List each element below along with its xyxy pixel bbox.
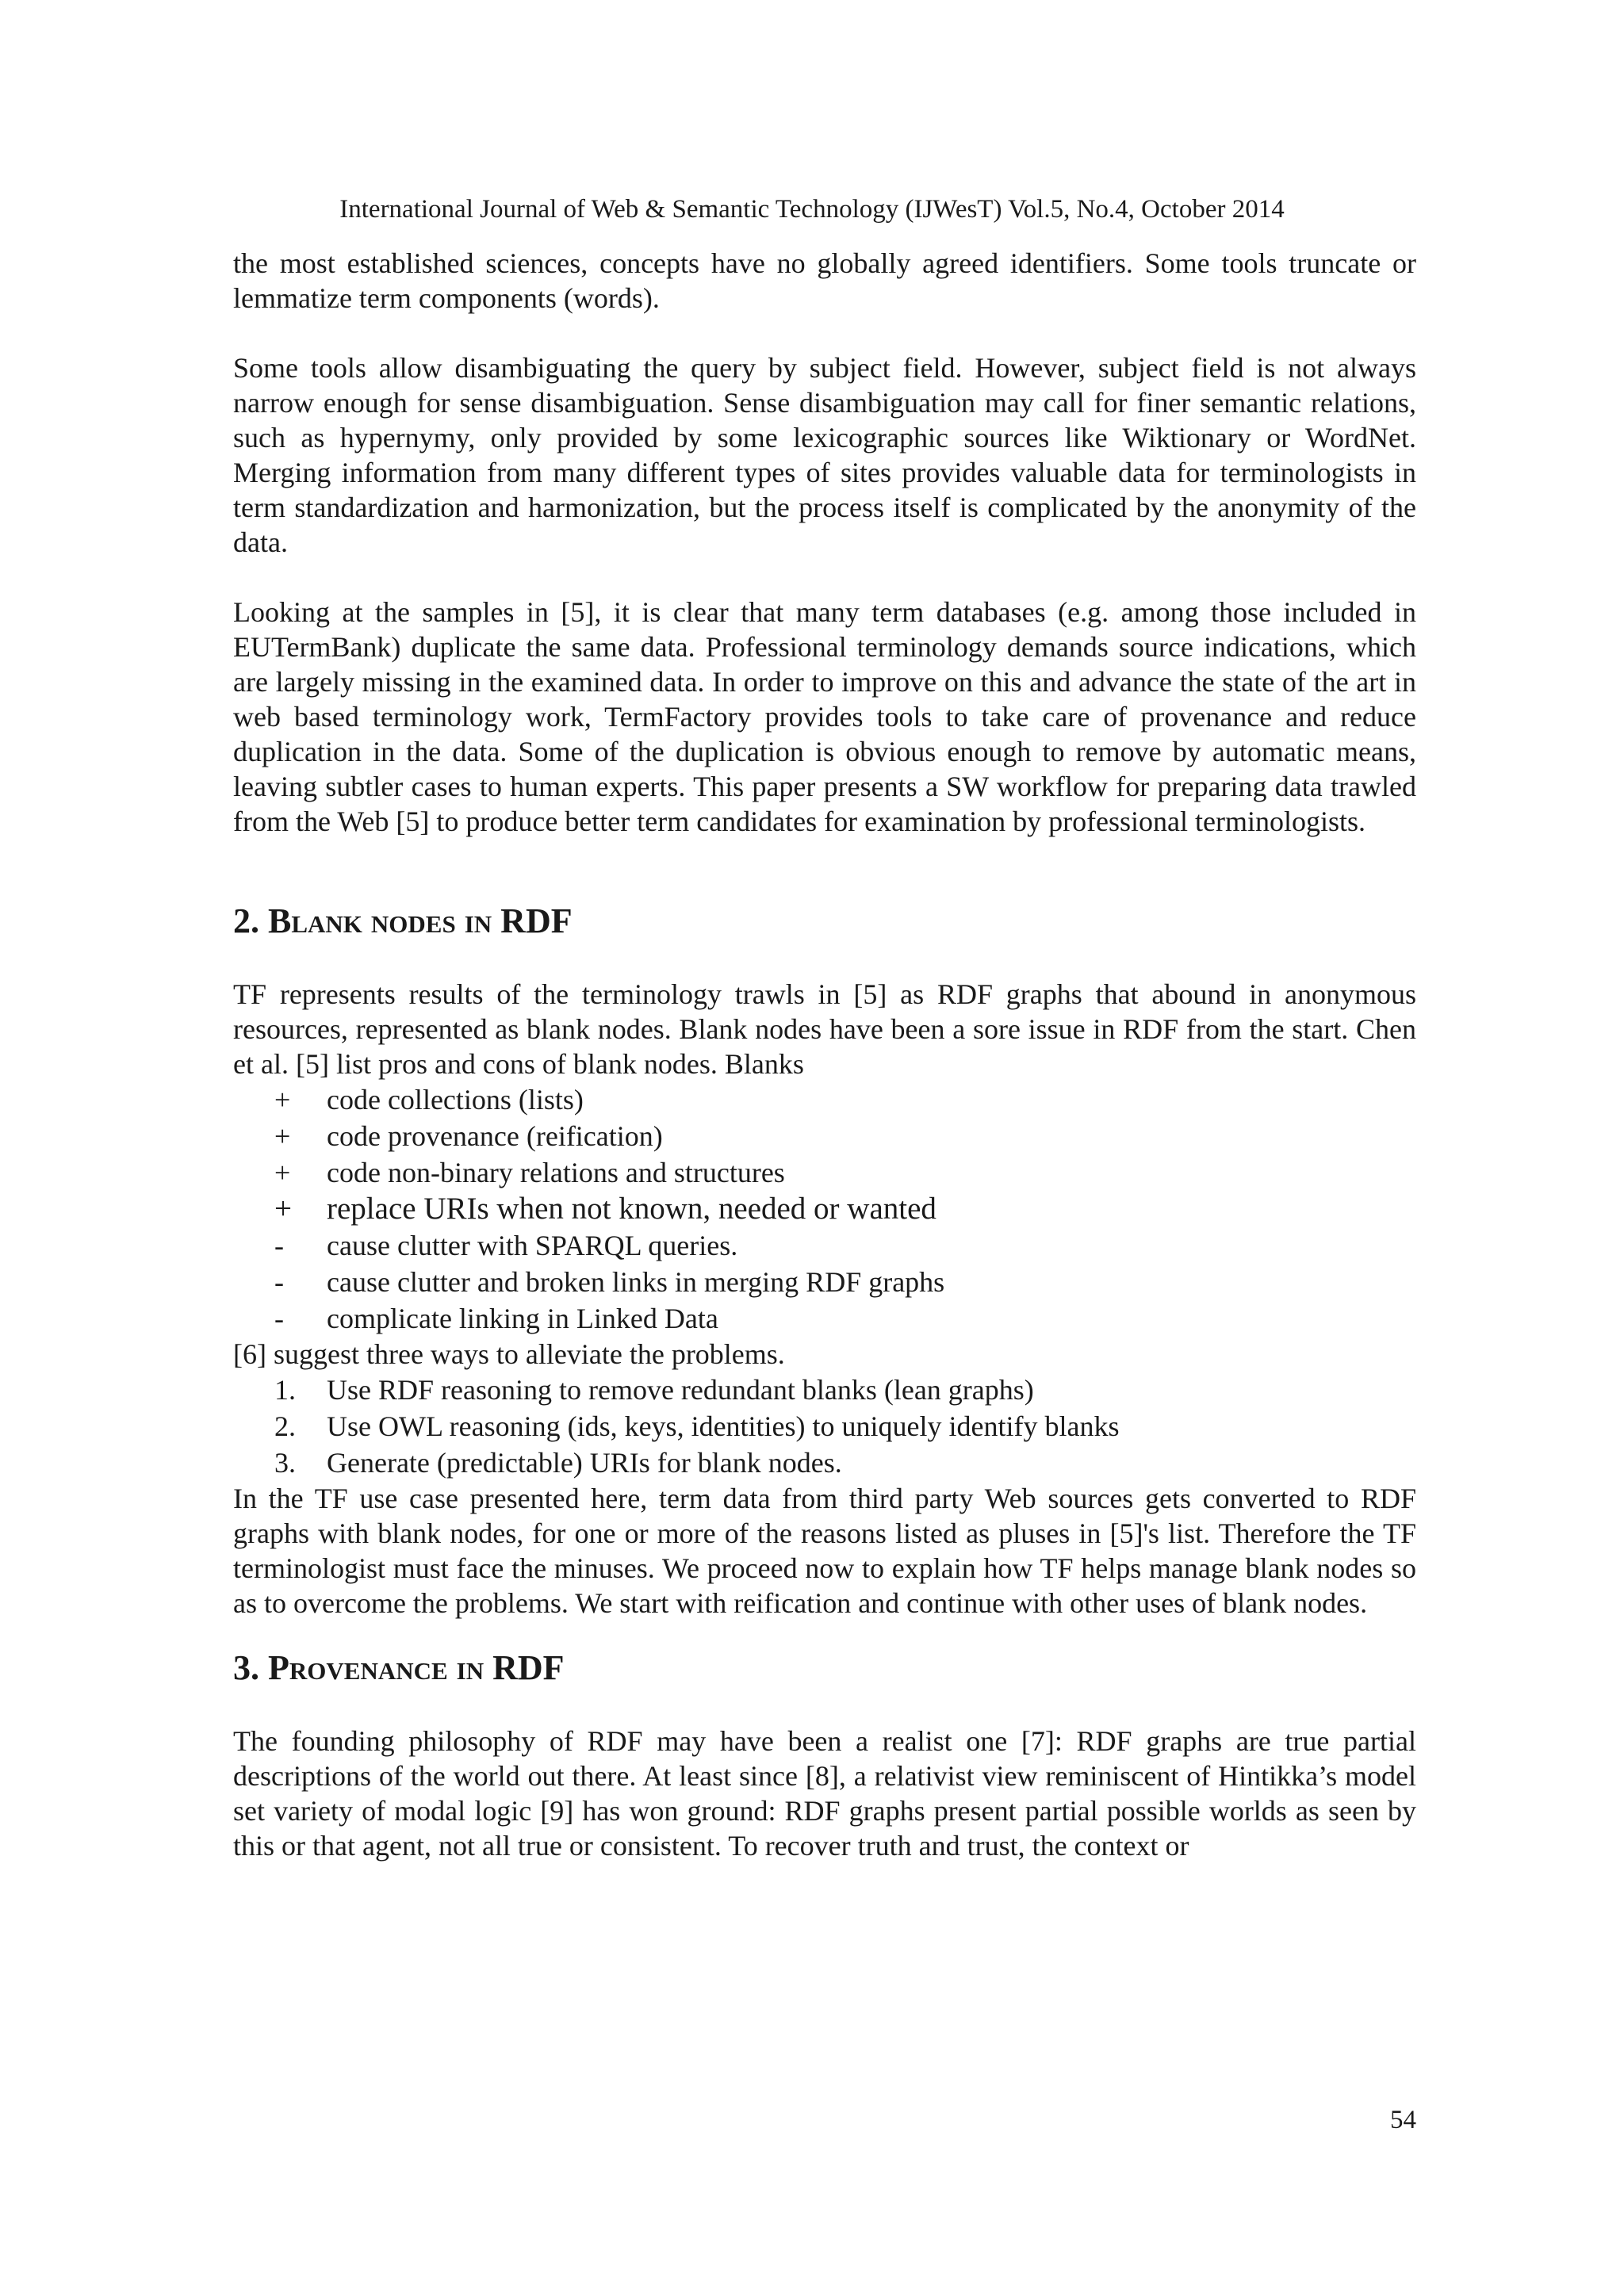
list-item-text: Generate (predictable) URIs for blank nodes. xyxy=(327,1447,842,1479)
pros-cons-list xyxy=(233,1081,1416,1337)
paragraph-samples: Looking at the samples in [5], it is clear that many term databases (e.g. among those included in EUTermBank) duplicate the same data. Professional terminology demands source indications, which are largely missing in the examined data. In order to improve on this and advance the state of the art in web based terminology work, TermFactory provides tools to take care of provenance and reduce duplication in the data. Some of the duplication is obvious enough to remove by automatic means, leaving subtler cases to human experts. This paper presents a SW workflow for preparing data trawled from the Web [5] to produce better term candidates for examination by professional terminologists. xyxy=(233,596,1416,837)
paragraph-blank-nodes-intro: TF represents results of the terminology trawls in [5] as RDF graphs that abound in anonymous resources, represented as blank nodes. Blank nodes have been a sore issue in RDF from the start. Chen et al. [5] list pros and cons of blank nodes. Blanks xyxy=(233,978,1416,1080)
paragraph-disambiguation: Some tools allow disambiguating the query by subject field. However, subject field is not always narrow enough for sense disambiguation. Sense disambiguation may call for finer semantic relations, such as hypernymy, only provided by some lexicographic sources like Wiktionary or WordNet. Merging information from many different types of sites provides valuable data for terminologists in term standardization and harmonization, but the process itself is complicated by the anonymity of the data. xyxy=(233,352,1416,558)
list-item-text: cause clutter with SPARQL queries. xyxy=(327,1230,738,1261)
paragraph-intro: the most established sciences, concepts have no globally agreed identifiers. Some tools truncate or lemmatize term components (words). xyxy=(233,247,1416,314)
list-item-text: Use RDF reasoning to remove redundant blanks (lean graphs) xyxy=(327,1374,1034,1406)
section-title: Provenance in RDF xyxy=(268,1648,565,1687)
list-item-text: code collections (lists) xyxy=(327,1084,584,1115)
list-item-text: replace URIs when not known, needed or wanted xyxy=(327,1192,936,1226)
list-item-text: Use OWL reasoning (ids, keys, identities) to uniquely identify blanks xyxy=(327,1410,1120,1442)
list-number: 1. xyxy=(274,1374,296,1406)
section-heading-provenance xyxy=(233,1621,1416,1724)
list-item xyxy=(274,1118,1416,1154)
list-marker: + xyxy=(274,1192,292,1226)
list-item-text: cause clutter and broken links in merging RDF graphs xyxy=(327,1266,945,1298)
list-marker: - xyxy=(274,1266,284,1298)
list-item-text: complicate linking in Linked Data xyxy=(327,1303,718,1334)
list-item xyxy=(274,1081,1416,1118)
list-marker: + xyxy=(274,1120,291,1152)
list-item xyxy=(274,1372,1416,1408)
list-number: 2. xyxy=(274,1410,296,1442)
list-item xyxy=(274,1300,1416,1337)
paragraph-use-case: In the TF use case presented here, term data from third party Web sources gets converted to RDF graphs with blank nodes, for one or more of the reasons listed as pluses in [5]'s list. Therefore the TF terminologist must face the minuses. We proceed now to explain how TF helps manage blank nodes so as to overcome the problems. We start with reification and continue with other uses of blank nodes. xyxy=(233,1483,1416,1619)
list-item xyxy=(274,1445,1416,1481)
list-marker: + xyxy=(274,1084,291,1115)
list-item xyxy=(274,1227,1416,1264)
list-item-text: code provenance (reification) xyxy=(327,1120,663,1152)
running-header: International Journal of Web & Semantic Technology (IJWesT) Vol.5, No.4, October 2014 xyxy=(339,195,1285,224)
list-item xyxy=(274,1154,1416,1191)
list-marker: + xyxy=(274,1157,291,1188)
section-heading-blank-nodes xyxy=(233,874,1416,977)
list-marker: - xyxy=(274,1303,284,1334)
paragraph-suggest: [6] suggest three ways to alleviate the problems. xyxy=(233,1338,785,1370)
list-item xyxy=(274,1408,1416,1445)
page-number: 54 xyxy=(1390,2106,1416,2134)
section-number: 2. xyxy=(233,901,268,940)
list-item xyxy=(274,1264,1416,1300)
section-title: Blank nodes in RDF xyxy=(268,901,573,940)
list-item xyxy=(274,1191,1416,1227)
section-number: 3. xyxy=(233,1648,268,1687)
list-number: 3. xyxy=(274,1447,296,1479)
list-marker: - xyxy=(274,1230,284,1261)
text-column xyxy=(233,246,1416,1863)
list-item-text: code non-binary relations and structures xyxy=(327,1157,785,1188)
paragraph-philosophy: The founding philosophy of RDF may have been a realist one [7]: RDF graphs are true partial descriptions of the world out there. At least since [8], a relativist view reminiscent of Hintikka’s model set variety of modal logic [9] has won ground: RDF graphs present partial possible worlds as seen by this or that agent, not all true or consistent. To recover truth and trust, the context or xyxy=(233,1725,1416,1862)
numbered-list xyxy=(233,1372,1416,1481)
